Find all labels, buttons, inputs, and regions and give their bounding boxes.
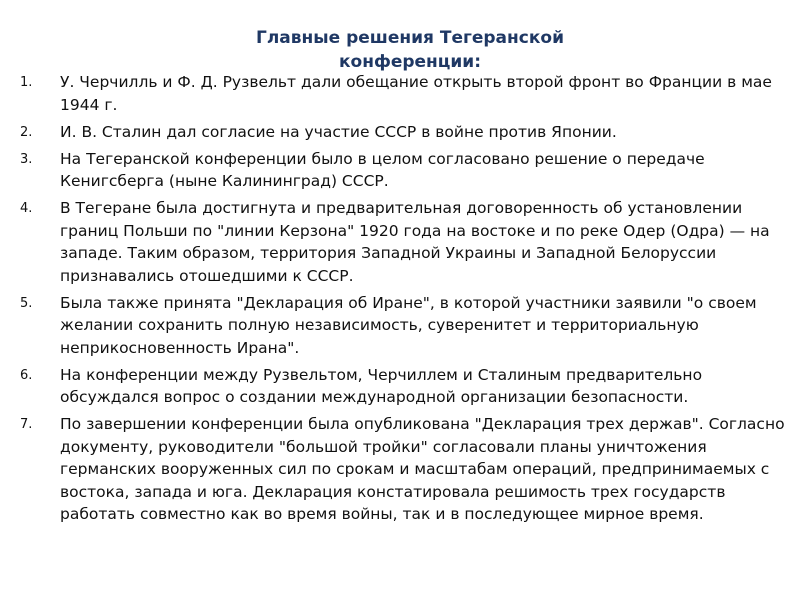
- list-item-number: 6.: [20, 367, 33, 383]
- list-item-number: 3.: [20, 151, 33, 167]
- list-item: [0, 71, 790, 116]
- list-item: [0, 364, 790, 409]
- list-item-text: Была также принята "Декларация об Иране", в которой участники заявили "о своем желании сохранить полную независимость, суверенитет и территориальную неприкосновенность Ирана".: [60, 293, 757, 357]
- list-item-number: 4.: [20, 201, 33, 216]
- list-item: [0, 197, 790, 287]
- list-item: [0, 121, 790, 144]
- list-item-number: 2.: [20, 124, 33, 140]
- slide-title: Главные решения Тегеранской конференции:: [256, 28, 564, 72]
- decisions-list: [0, 71, 790, 530]
- list-item-text: У. Черчилль и Ф. Д. Рузвельт дали обещание открыть второй фронт во Франции в мае 1944 г.: [60, 73, 772, 114]
- list-item-text: И. В. Сталин дал согласие на участие СССР в войне против Японии.: [60, 122, 617, 141]
- list-item-number: 7.: [20, 417, 33, 432]
- list-item-text: По завершении конференции была опубликована "Декларация трех держав". Согласно документу, руководители "большой тройки" согласовали планы уничтожения германских вооруженных сил по срокам и масштабам операций, предпринимаемых с востока, запада и юга. Декларация констатировала решимость трех государств работать совместно как во время войны, так и в последующее мирное время.: [60, 415, 785, 523]
- list-item-number: 1.: [20, 75, 33, 90]
- list-item-text: На Тегеранской конференции было в целом согласовано решение о передаче Кенигсберга (ныне Калининград) СССР.: [60, 149, 705, 190]
- list-item: [0, 148, 790, 193]
- list-item: [0, 413, 790, 526]
- list-item-text: На конференции между Рузвельтом, Черчиллем и Сталиным предварительно обсуждался вопрос о создании международной организации безопасности.: [60, 365, 703, 406]
- list-item: [0, 292, 790, 360]
- list-item-text: В Тегеране была достигнута и предварительная договоренность об установлении границ Польши по "линии Керзона" 1920 года на востоке и по реке Одер (Одра) — на западе. Таким образом, территория Западной Украины и Западной Белоруссии признавались отошедшими к СССР.: [60, 199, 770, 285]
- list-item-number: 5.: [20, 295, 33, 311]
